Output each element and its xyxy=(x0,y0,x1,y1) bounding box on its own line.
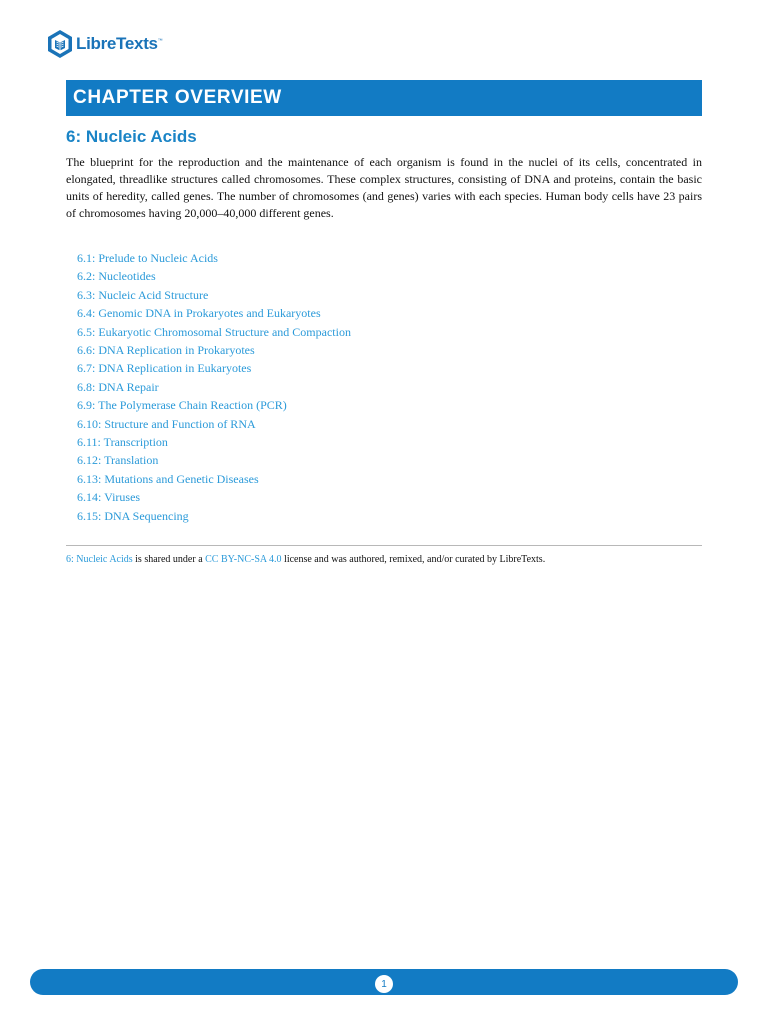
libretexts-logo[interactable] xyxy=(46,28,163,60)
license-link[interactable]: CC BY-NC-SA 4.0 xyxy=(205,554,282,565)
toc-link[interactable]: 6.12: Translation xyxy=(77,453,159,468)
toc-link[interactable]: 6.1: Prelude to Nucleic Acids xyxy=(77,251,218,265)
toc-item xyxy=(77,286,351,304)
license-text-1: is shared under a xyxy=(132,554,206,565)
section-title: 6: Nucleic Acids xyxy=(66,127,197,146)
toc-item xyxy=(77,323,351,341)
toc-item xyxy=(77,433,351,451)
toc-link[interactable]: 6.5: Eukaryotic Chromosomal Structure and Compaction xyxy=(77,324,351,339)
intro-paragraph: The blueprint for the reproduction and the maintenance of each organism is found in the nuclei of its cells, concentrated in elongated, threadlike structures called chromosomes. These complex structures, consisting of DNA and proteins, contain the basic units of heredity, called genes. The number of chromosomes (and genes) varies with each species. Human body cells have 23 pairs of chromosomes having 20,000–40,000 different genes. xyxy=(66,155,702,220)
table-of-contents xyxy=(77,249,351,525)
toc-item xyxy=(77,451,351,469)
toc-link[interactable]: 6.2: Nucleotides xyxy=(77,269,156,284)
toc-item xyxy=(77,378,351,396)
toc-item xyxy=(77,267,351,285)
license-text-2: license and was authored, remixed, and/or curated by LibreTexts. xyxy=(281,554,546,565)
toc-item xyxy=(77,470,351,488)
toc-link[interactable]: 6.11: Transcription xyxy=(77,435,168,450)
page-number: 1 xyxy=(375,975,393,993)
toc-link[interactable]: 6.9: The Polymerase Chain Reaction (PCR) xyxy=(77,398,287,413)
divider xyxy=(66,545,702,546)
toc-item xyxy=(77,415,351,433)
toc-item xyxy=(77,396,351,414)
toc-item xyxy=(77,249,351,267)
toc-item xyxy=(77,507,351,525)
toc-link[interactable]: 6.10: Structure and Function of RNA xyxy=(77,416,256,431)
toc-item xyxy=(77,341,351,359)
chapter-overview-banner: CHAPTER OVERVIEW xyxy=(66,80,702,116)
toc-item xyxy=(77,488,351,506)
brand-name: LibreTexts xyxy=(76,34,158,53)
libretexts-hexagon-icon xyxy=(46,29,74,59)
toc-item xyxy=(77,304,351,322)
toc-link[interactable]: 6.6: DNA Replication in Prokaryotes xyxy=(77,343,255,358)
toc-link[interactable]: 6.14: Viruses xyxy=(77,490,141,505)
toc-link[interactable]: 6.7: DNA Replication in Eukaryotes xyxy=(77,361,252,376)
toc-link[interactable]: 6.3: Nucleic Acid Structure xyxy=(77,287,209,302)
toc-link[interactable]: 6.13: Mutations and Genetic Diseases xyxy=(77,471,259,486)
chapter-link[interactable]: 6: Nucleic Acids xyxy=(66,554,133,565)
toc-link[interactable]: 6.15: DNA Sequencing xyxy=(77,508,189,523)
toc-item xyxy=(77,359,351,377)
license-line xyxy=(66,553,545,567)
toc-link[interactable]: 6.8: DNA Repair xyxy=(77,379,159,394)
toc-link[interactable]: 6.4: Genomic DNA in Prokaryotes and Eukaryotes xyxy=(77,306,321,321)
brand-trademark: ™ xyxy=(157,38,163,44)
